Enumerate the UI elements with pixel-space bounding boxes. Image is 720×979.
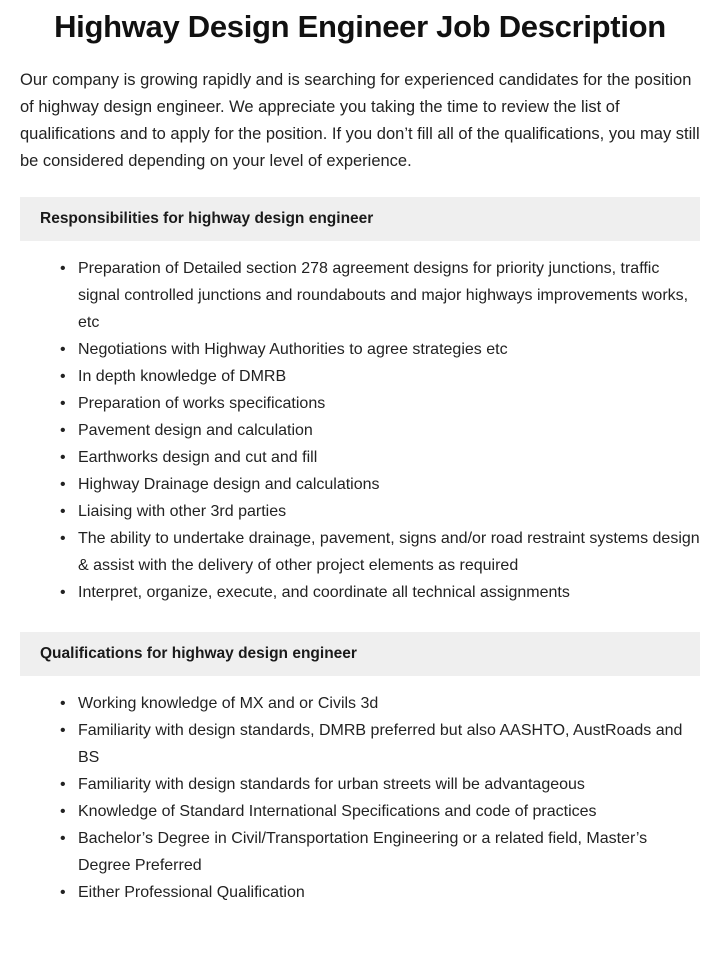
page-title: Highway Design Engineer Job Description [54, 9, 666, 44]
list-item: • Familiarity with design standards for urban streets will be advantageous [60, 771, 700, 798]
responsibilities-list [20, 255, 700, 606]
list-item: • Negotiations with Highway Authorities to agree strategies etc [60, 336, 700, 363]
intro-paragraph: Our company is growing rapidly and is searching for experienced candidates for the position of highway design engineer. We appreciate you taking the time to review the list of qualifications and to apply for the position. If you don’t fill all of the qualifications, you may still be considered depending on your level of experience. [20, 71, 700, 171]
document-body [0, 8, 720, 906]
list-item: • Knowledge of Standard International Specifications and code of practices [60, 798, 700, 825]
list-item: • Either Professional Qualification [60, 879, 700, 906]
section-heading-qualifications: Qualifications for highway design engineer [20, 632, 700, 676]
qualifications-list [20, 690, 700, 906]
list-item: • Preparation of works specifications [60, 390, 700, 417]
list-item: • Pavement design and calculation [60, 417, 700, 444]
list-item: • Highway Drainage design and calculations [60, 471, 700, 498]
list-item: • Earthworks design and cut and fill [60, 444, 700, 471]
list-item: • The ability to undertake drainage, pavement, signs and/or road restraint systems design & assist with the delivery of other project elements as required [60, 525, 700, 579]
list-item: • Liaising with other 3rd parties [60, 498, 700, 525]
list-item: • Preparation of Detailed section 278 agreement designs for priority junctions, traffic signal controlled junctions and roundabouts and major highways improvements works, etc [60, 255, 700, 336]
list-item: • Familiarity with design standards, DMRB preferred but also AASHTO, AustRoads and BS [60, 717, 700, 771]
list-item: • Interpret, organize, execute, and coordinate all technical assignments [60, 579, 700, 606]
section-heading-responsibilities: Responsibilities for highway design engineer [20, 197, 700, 241]
list-item: • Bachelor’s Degree in Civil/Transportation Engineering or a related field, Master’s Degree Preferred [60, 825, 700, 879]
list-item: • In depth knowledge of DMRB [60, 363, 700, 390]
list-item: • Working knowledge of MX and or Civils 3d [60, 690, 700, 717]
